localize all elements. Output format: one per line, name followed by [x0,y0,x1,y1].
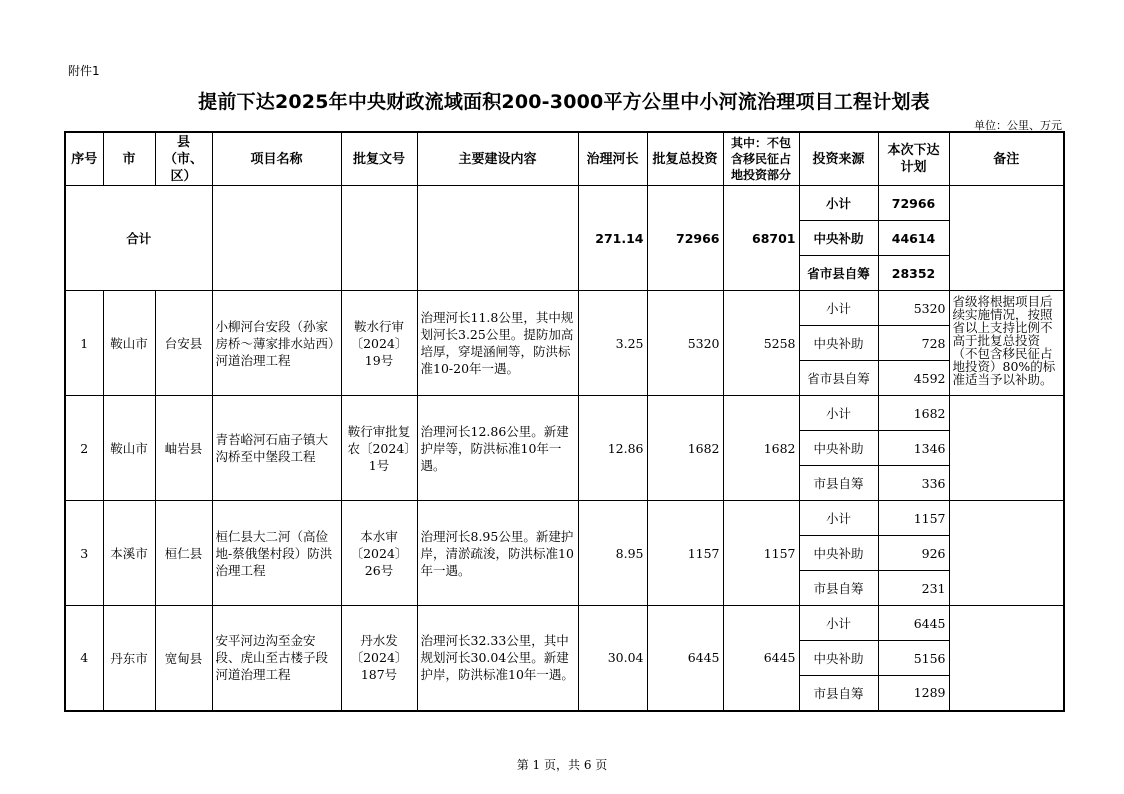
header-county: 县（市、区） [155,132,212,186]
row-project: 安平河边沟至金安段、虎山至古楼子段河道治理工程 [212,606,341,711]
header-project: 项目名称 [212,132,341,186]
row-length: 12.86 [578,396,647,501]
total-invest: 72966 [647,186,723,291]
row-remark [949,396,1064,501]
header-row [65,132,1064,186]
row-county: 台安县 [155,291,212,396]
total-excl: 68701 [723,186,799,291]
row-city: 本溪市 [103,501,155,606]
table-row [65,291,1064,326]
row-approval: 丹水发〔2024〕187号 [341,606,417,711]
table-row [65,606,1064,641]
row-county: 宽甸县 [155,606,212,711]
row-seq: 4 [65,606,103,711]
row-content: 治理河长12.86公里。新建护岸等，防洪标准10年一遇。 [417,396,578,501]
attachment-label: 附件1 [68,64,100,78]
total-source-name: 中央补助 [799,221,878,256]
total-source-name: 省市县自筹 [799,256,878,291]
table-row [65,396,1064,431]
row-invest: 6445 [647,606,723,711]
header-plan: 本次下达计划 [878,132,949,186]
total-remark-cell [949,186,1064,291]
row-source-value: 336 [878,466,949,501]
header-invest: 批复总投资 [647,132,723,186]
total-source-value: 28352 [878,256,949,291]
row-length: 3.25 [578,291,647,396]
row-seq: 2 [65,396,103,501]
row-source-name: 小计 [799,291,878,326]
total-row [65,186,1064,221]
header-remark: 备注 [949,132,1064,186]
row-source-name: 市县自筹 [799,676,878,711]
row-seq: 1 [65,291,103,396]
header-source: 投资来源 [799,132,878,186]
row-excl: 5258 [723,291,799,396]
row-source-name: 小计 [799,501,878,536]
total-length: 271.14 [578,186,647,291]
row-source-value: 1346 [878,431,949,466]
row-invest: 1157 [647,501,723,606]
header-excl: 其中：不包含移民征占地投资部分 [723,132,799,186]
row-remark [949,606,1064,711]
row-invest: 5320 [647,291,723,396]
row-source-name: 中央补助 [799,536,878,571]
row-county: 岫岩县 [155,396,212,501]
row-source-name: 小计 [799,396,878,431]
row-excl: 6445 [723,606,799,711]
row-county: 桓仁县 [155,501,212,606]
row-source-name: 市县自筹 [799,466,878,501]
row-approval: 鞍行审批复农〔2024〕1号 [341,396,417,501]
row-project: 小柳河台安段（孙家房桥～薄家排水站西）河道治理工程 [212,291,341,396]
row-excl: 1157 [723,501,799,606]
row-source-name: 省市县自筹 [799,361,878,396]
row-city: 鞍山市 [103,291,155,396]
total-content-cell [417,186,578,291]
header-length: 治理河长 [578,132,647,186]
row-source-name: 小计 [799,606,878,641]
row-seq: 3 [65,501,103,606]
total-source-value: 44614 [878,221,949,256]
row-project: 桓仁县大二河（高俭地-蔡俄堡村段）防洪治理工程 [212,501,341,606]
row-source-value: 926 [878,536,949,571]
row-length: 30.04 [578,606,647,711]
header-approval: 批复文号 [341,132,417,186]
row-source-value: 5320 [878,291,949,326]
row-source-name: 中央补助 [799,326,878,361]
row-remark [949,501,1064,606]
row-source-value: 231 [878,571,949,606]
row-excl: 1682 [723,396,799,501]
header-seq: 序号 [65,132,103,186]
row-source-name: 中央补助 [799,641,878,676]
row-invest: 1682 [647,396,723,501]
page-title: 提前下达2025年中央财政流域面积200-3000平方公里中小河流治理项目工程计划表 [198,91,930,113]
row-source-value: 4592 [878,361,949,396]
total-label: 合计 [65,186,212,291]
row-length: 8.95 [578,501,647,606]
total-source-value: 72966 [878,186,949,221]
row-project: 青苔峪河石庙子镇大沟桥至中堡段工程 [212,396,341,501]
row-remark: 省级将根据项目后续实施情况，按照省以上支持比例不高于批复总投资（不包含移民征占地投资）80%的标准适当予以补助。 [949,291,1064,396]
row-source-value: 6445 [878,606,949,641]
row-city: 丹东市 [103,606,155,711]
unit-label: 单位：公里、万元 [974,119,1062,132]
header-content: 主要建设内容 [417,132,578,186]
row-source-value: 5156 [878,641,949,676]
row-source-value: 1682 [878,396,949,431]
row-content: 治理河长11.8公里，其中规划河长3.25公里。提防加高培厚，穿堤涵闸等，防洪标准10-20年一遇。 [417,291,578,396]
row-content: 治理河长8.95公里。新建护岸，清淤疏浚，防洪标准10年一遇。 [417,501,578,606]
total-source-name: 小计 [799,186,878,221]
row-source-name: 中央补助 [799,431,878,466]
row-approval: 本水审〔2024〕26号 [341,501,417,606]
header-city: 市 [103,132,155,186]
total-approval-cell [341,186,417,291]
table-row [65,501,1064,536]
row-content: 治理河长32.33公里，其中规划河长30.04公里。新建护岸，防洪标准10年一遇。 [417,606,578,711]
total-project-cell [212,186,341,291]
row-source-value: 1289 [878,676,949,711]
row-source-name: 市县自筹 [799,571,878,606]
row-city: 鞍山市 [103,396,155,501]
plan-table [64,131,1065,712]
row-source-value: 1157 [878,501,949,536]
page-footer: 第 1 页，共 6 页 [516,758,608,772]
row-source-value: 728 [878,326,949,361]
row-approval: 鞍水行审〔2024〕19号 [341,291,417,396]
